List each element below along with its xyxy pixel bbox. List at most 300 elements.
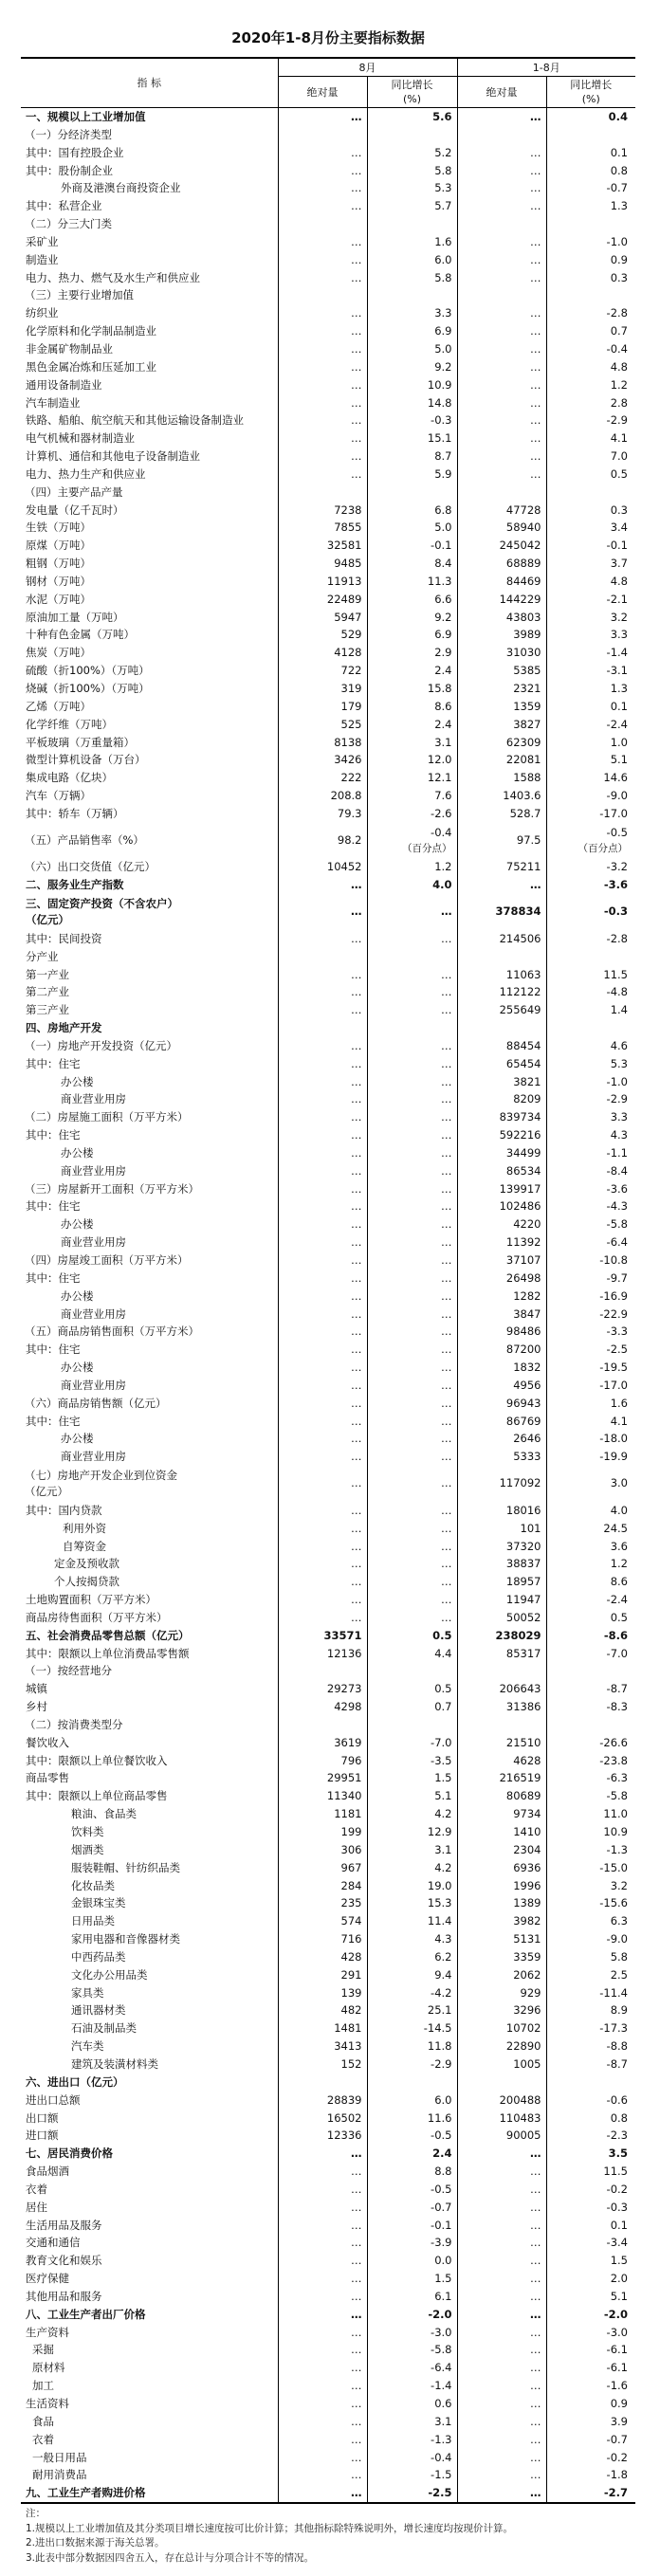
cell-month-growth xyxy=(367,304,457,322)
cell-ytd-absolute xyxy=(457,716,546,734)
cell-ytd-growth xyxy=(546,2127,635,2145)
cell-value: 5.1 xyxy=(610,2289,628,2303)
table-row xyxy=(21,1108,635,1126)
cell-ytd-growth xyxy=(546,555,635,573)
row-label xyxy=(21,2037,278,2055)
cell-value: 8209 xyxy=(513,1092,541,1106)
table-row xyxy=(21,1716,635,1734)
cell-value: 222 xyxy=(340,771,362,785)
cell-value: … xyxy=(351,1092,362,1106)
cell-value: 3296 xyxy=(513,2003,541,2018)
cell-value: … xyxy=(441,1539,452,1553)
cell-value: 24.5 xyxy=(603,1521,628,1535)
cell-month-absolute xyxy=(278,1734,367,1752)
cell-value: -1.5 xyxy=(431,2468,452,2482)
cell-value: 11340 xyxy=(326,1789,362,1803)
row-label xyxy=(21,1555,278,1573)
cell-month-growth xyxy=(367,2001,457,2019)
cell-month-growth xyxy=(367,1859,457,1877)
page-title: 2020年1-8月份主要指标数据 xyxy=(231,29,425,46)
cell-month-growth xyxy=(367,126,457,144)
cell-value: 1.4 xyxy=(610,1003,628,1017)
row-label-text: 食品 xyxy=(32,2414,54,2428)
cell-value: … xyxy=(351,1325,362,1339)
cell-ytd-growth xyxy=(546,1752,635,1770)
cell-ytd-growth xyxy=(546,466,635,484)
cell-ytd-growth xyxy=(546,751,635,769)
cell-month-absolute xyxy=(278,1680,367,1698)
row-label xyxy=(21,2001,278,2019)
cell-month-absolute xyxy=(278,2288,367,2306)
cell-value: 84469 xyxy=(505,574,541,588)
cell-month-absolute xyxy=(278,1805,367,1823)
cell-month-absolute xyxy=(278,1270,367,1288)
cell-value: 4.6 xyxy=(610,1038,628,1052)
table-row xyxy=(21,823,635,859)
cell-month-growth xyxy=(367,1448,457,1466)
cell-ytd-absolute xyxy=(457,448,546,466)
cell-value: 9.4 xyxy=(434,1967,452,1982)
table-row xyxy=(21,2055,635,2074)
cell-value: 5.1 xyxy=(610,753,628,767)
cell-month-absolute xyxy=(278,1716,367,1734)
cell-value: -0.5 xyxy=(431,2128,452,2143)
cell-ytd-growth xyxy=(546,680,635,698)
cell-ytd-absolute xyxy=(457,537,546,555)
cell-ytd-growth xyxy=(546,2001,635,2019)
cell-value: 28839 xyxy=(326,2092,362,2107)
cell-value: … xyxy=(441,1521,452,1535)
row-label xyxy=(21,1144,278,1162)
row-label xyxy=(21,716,278,734)
cell-month-growth xyxy=(367,1823,457,1841)
cell-value: … xyxy=(530,2165,541,2179)
cell-value: 144229 xyxy=(499,592,541,606)
cell-value: 37107 xyxy=(505,1253,541,1267)
cell-value: 1996 xyxy=(513,1878,541,1892)
cell-value: … xyxy=(530,878,541,892)
table-row xyxy=(21,2431,635,2449)
cell-value: -2.5 xyxy=(606,1343,628,1357)
cell-value: -1.3 xyxy=(606,1842,628,1856)
table-row xyxy=(21,2163,635,2181)
cell-ytd-growth xyxy=(546,1323,635,1341)
cell-value: 102486 xyxy=(499,1199,541,1214)
cell-value: 4.8 xyxy=(610,574,628,588)
row-label-text: 其中：住宅 xyxy=(26,1414,81,1428)
cell-ytd-growth xyxy=(546,573,635,591)
row-label xyxy=(21,626,278,644)
cell-value: … xyxy=(530,2361,541,2375)
cell-month-absolute xyxy=(278,680,367,698)
table-row xyxy=(21,626,635,644)
cell-value: … xyxy=(441,1056,452,1070)
cell-ytd-growth xyxy=(546,894,635,930)
cell-month-absolute xyxy=(278,2413,367,2431)
cell-value: 101 xyxy=(520,1521,541,1535)
cell-month-absolute xyxy=(278,1894,367,1912)
table-row xyxy=(21,108,635,126)
cell-value: -0.3 xyxy=(431,413,452,428)
cell-month-absolute xyxy=(278,1037,367,1055)
table-row xyxy=(21,1180,635,1198)
cell-value: -8.4 xyxy=(606,1163,628,1178)
row-label-text: （四）主要产品产量 xyxy=(25,484,123,499)
cell-ytd-growth xyxy=(546,734,635,752)
cell-value: 4298 xyxy=(334,1700,362,1714)
cell-ytd-absolute xyxy=(457,1270,546,1288)
cell-value: -2.3 xyxy=(606,2128,628,2143)
cell-ytd-absolute xyxy=(457,2199,546,2217)
cell-value: 14.6 xyxy=(603,771,628,785)
cell-ytd-growth xyxy=(546,1627,635,1645)
table-row xyxy=(21,1001,635,1019)
cell-value: … xyxy=(351,234,362,248)
cell-ytd-absolute xyxy=(457,894,546,930)
row-label xyxy=(21,484,278,502)
cell-value: 0.3 xyxy=(610,270,628,284)
cell-value: 29951 xyxy=(326,1771,362,1785)
table-row xyxy=(21,1055,635,1073)
cell-ytd-growth xyxy=(546,2199,635,2217)
cell-value: 1389 xyxy=(513,1896,541,1910)
cell-month-absolute xyxy=(278,2377,367,2395)
table-row xyxy=(21,1662,635,1680)
cell-value: … xyxy=(530,181,541,195)
cell-ytd-absolute xyxy=(457,340,546,358)
row-label xyxy=(21,1270,278,1288)
table-row xyxy=(21,2377,635,2395)
row-label xyxy=(21,2074,278,2092)
row-label-text: 其中：国内贷款 xyxy=(26,1503,102,1517)
row-label-text: 采掘 xyxy=(32,2343,54,2357)
cell-value: … xyxy=(530,2379,541,2393)
cell-value: 88454 xyxy=(505,1038,541,1052)
row-label-text: 焦炭（万吨） xyxy=(26,646,91,660)
cell-month-absolute xyxy=(278,2466,367,2484)
cell-month-growth xyxy=(367,1019,457,1037)
cell-value: 2062 xyxy=(513,1967,541,1982)
table-body xyxy=(21,108,635,2504)
row-label-text: 其中：轿车（万辆） xyxy=(26,806,124,820)
cell-value: 592216 xyxy=(499,1128,541,1142)
cell-value: … xyxy=(530,234,541,248)
table-row xyxy=(21,286,635,304)
cell-value: … xyxy=(351,878,362,892)
cell-ytd-absolute xyxy=(457,1966,546,1984)
cell-value: … xyxy=(351,1361,362,1375)
cell-month-growth xyxy=(367,680,457,698)
cell-value: -15.0 xyxy=(599,1860,628,1874)
cell-value: … xyxy=(351,1610,362,1624)
cell-value: 0.6 xyxy=(434,2397,452,2410)
cell-value: 0.0 xyxy=(434,2254,452,2268)
row-label xyxy=(21,1341,278,1359)
cell-ytd-growth xyxy=(546,1930,635,1948)
cell-value: -2.4 xyxy=(606,1593,628,1607)
table-row xyxy=(21,876,635,894)
cell-month-absolute xyxy=(278,1108,367,1126)
row-label-text: 个人按揭贷款 xyxy=(54,1575,119,1589)
table-row xyxy=(21,162,635,180)
cell-month-absolute xyxy=(278,1984,367,2002)
cell-ytd-absolute xyxy=(457,805,546,823)
cell-month-growth xyxy=(367,1752,457,1770)
table-row xyxy=(21,2252,635,2270)
cell-value: … xyxy=(351,2200,362,2214)
cell-ytd-absolute xyxy=(457,1823,546,1841)
cell-month-growth xyxy=(367,1090,457,1108)
cell-ytd-growth xyxy=(546,858,635,876)
cell-value: 22890 xyxy=(505,2039,541,2054)
cell-value: 112122 xyxy=(499,985,541,999)
growth-unit: (%) xyxy=(581,93,600,105)
cell-ytd-absolute xyxy=(457,1144,546,1162)
row-label xyxy=(21,983,278,1001)
cell-month-growth xyxy=(367,215,457,233)
cell-ytd-growth xyxy=(546,1466,635,1502)
cell-value: 110483 xyxy=(499,2110,541,2125)
row-label-text: 居住 xyxy=(26,2200,47,2214)
cell-value: 6.6 xyxy=(434,592,452,606)
row-label xyxy=(21,1538,278,1556)
cell-ytd-growth xyxy=(546,1126,635,1144)
cell-value: 1005 xyxy=(513,2056,541,2071)
cell-value: 2.4 xyxy=(432,2147,452,2161)
cell-month-growth xyxy=(367,930,457,948)
row-label xyxy=(21,823,278,859)
cell-ytd-growth xyxy=(546,1698,635,1716)
cell-value: … xyxy=(351,1235,362,1250)
cell-value: 31386 xyxy=(505,1700,541,1714)
row-label xyxy=(21,1591,278,1609)
cell-month-growth xyxy=(367,2431,457,2449)
cell-value: 5.7 xyxy=(434,199,452,213)
cell-month-growth xyxy=(367,1841,457,1859)
cell-value: 4628 xyxy=(513,1753,541,1767)
cell-ytd-absolute xyxy=(457,1502,546,1520)
cell-value: -9.7 xyxy=(606,1270,628,1285)
cell-ytd-absolute xyxy=(457,251,546,269)
cell-ytd-growth xyxy=(546,1894,635,1912)
cell-value: … xyxy=(351,2254,362,2268)
cell-month-absolute xyxy=(278,1698,367,1716)
cell-value: … xyxy=(351,2486,362,2500)
cell-month-growth xyxy=(367,734,457,752)
cell-month-absolute xyxy=(278,2110,367,2128)
cell-value: 1.5 xyxy=(610,2254,628,2268)
cell-value: … xyxy=(351,199,362,213)
cell-value: 32581 xyxy=(326,539,362,553)
cell-month-growth xyxy=(367,1377,457,1395)
row-label-text: 六、进出口（亿元） xyxy=(26,2074,124,2089)
cell-value: 11.8 xyxy=(427,2039,452,2054)
cell-month-growth xyxy=(367,1680,457,1698)
cell-value: … xyxy=(351,1396,362,1410)
cell-value: 235 xyxy=(340,1896,362,1910)
table-row xyxy=(21,680,635,698)
cell-value: … xyxy=(351,2414,362,2428)
cell-ytd-absolute xyxy=(457,1341,546,1359)
cell-month-absolute xyxy=(278,1306,367,1324)
cell-value: 11.5 xyxy=(603,2165,628,2179)
cell-month-absolute xyxy=(278,555,367,573)
cell-month-growth xyxy=(367,322,457,340)
row-label-text: 七、居民消费价格 xyxy=(26,2147,113,2161)
cell-value: -3.9 xyxy=(431,2236,452,2250)
cell-ytd-absolute xyxy=(457,1591,546,1609)
cell-ytd-absolute xyxy=(457,858,546,876)
cell-ytd-growth xyxy=(546,411,635,429)
table-row xyxy=(21,1877,635,1895)
cell-month-growth xyxy=(367,1966,457,1984)
row-label-text: 衣着 xyxy=(26,2182,47,2196)
cell-value: … xyxy=(441,931,452,945)
cell-value: … xyxy=(530,163,541,177)
row-label-text: 其中：国有控股企业 xyxy=(26,145,124,159)
table-row xyxy=(21,2466,635,2484)
cell-value: 3.3 xyxy=(610,1110,628,1124)
cell-month-absolute xyxy=(278,1144,367,1162)
cell-value: … xyxy=(441,1038,452,1052)
cell-value: -6.1 xyxy=(606,2343,628,2357)
cell-ytd-absolute xyxy=(457,2484,546,2503)
cell-month-absolute xyxy=(278,144,367,162)
cell-month-growth xyxy=(367,2127,457,2145)
cell-month-growth xyxy=(367,1306,457,1324)
cell-ytd-growth xyxy=(546,1609,635,1627)
cell-month-growth xyxy=(367,2324,457,2342)
cell-value: 206643 xyxy=(499,1682,541,1696)
cell-value: 152 xyxy=(340,2056,362,2071)
cell-ytd-growth xyxy=(546,1306,635,1324)
cell-month-absolute xyxy=(278,2127,367,2145)
cell-value: … xyxy=(351,1199,362,1214)
cell-month-growth xyxy=(367,1716,457,1734)
cell-month-growth xyxy=(367,1912,457,1930)
row-label-text: 五、社会消费品零售总额（亿元） xyxy=(26,1628,190,1642)
cell-month-growth xyxy=(367,2199,457,2217)
cell-value: 0.3 xyxy=(610,502,628,517)
table-row xyxy=(21,322,635,340)
cell-value: -1.4 xyxy=(606,646,628,660)
row-label-text: 商业营业用房 xyxy=(61,1163,126,1178)
cell-value: -3.0 xyxy=(431,2325,452,2339)
cell-ytd-absolute xyxy=(457,1948,546,1966)
cell-value: … xyxy=(351,1343,362,1357)
cell-value: 21510 xyxy=(505,1735,541,1749)
table-row xyxy=(21,1930,635,1948)
cell-ytd-absolute xyxy=(457,591,546,609)
cell-ytd-absolute xyxy=(457,2145,546,2163)
cell-value: … xyxy=(351,413,362,428)
cell-ytd-growth xyxy=(546,2377,635,2395)
cell-ytd-growth xyxy=(546,2234,635,2252)
row-label xyxy=(21,2019,278,2037)
cell-value: 3.3 xyxy=(610,628,628,642)
cell-ytd-absolute xyxy=(457,1859,546,1877)
cell-month-growth xyxy=(367,1662,457,1680)
cell-value: 16502 xyxy=(326,2110,362,2125)
cell-ytd-growth xyxy=(546,502,635,520)
cell-month-absolute xyxy=(278,1073,367,1091)
cell-month-growth xyxy=(367,805,457,823)
cell-value: 6.0 xyxy=(434,2092,452,2107)
cell-month-growth xyxy=(367,2484,457,2503)
cell-value: 8.7 xyxy=(434,449,452,464)
cell-value: -2.4 xyxy=(606,717,628,731)
cell-value: -0.1 xyxy=(431,2218,452,2232)
cell-value: … xyxy=(351,985,362,999)
cell-month-absolute xyxy=(278,1859,367,1877)
row-label-text: 商业营业用房 xyxy=(61,1092,126,1106)
notes xyxy=(26,2507,513,2566)
cell-ytd-absolute xyxy=(457,1323,546,1341)
cell-ytd-growth xyxy=(546,1877,635,1895)
cell-value: … xyxy=(351,431,362,446)
row-label xyxy=(21,680,278,698)
cell-ytd-growth xyxy=(546,162,635,180)
cell-month-absolute xyxy=(278,1377,367,1395)
cell-ytd-growth xyxy=(546,2431,635,2449)
cell-value: 4.0 xyxy=(610,1503,628,1517)
cell-ytd-growth xyxy=(546,1645,635,1663)
cell-month-growth xyxy=(367,1538,457,1556)
cell-value: 1410 xyxy=(513,1825,541,1838)
row-label xyxy=(21,858,278,876)
cell-value: 929 xyxy=(520,1985,541,2000)
cell-value: 14.8 xyxy=(427,395,452,410)
row-label-text: 服装鞋帽、针纺织品类 xyxy=(71,1860,180,1874)
row-label-text: 通讯器材类 xyxy=(71,2003,126,2018)
cell-value: … xyxy=(351,1163,362,1178)
row-label-text: （五）商品房销售面积（万平方米） xyxy=(25,1325,199,1339)
row-label xyxy=(21,1734,278,1752)
cell-month-growth xyxy=(367,144,457,162)
table-row xyxy=(21,2217,635,2235)
cell-value: 5947 xyxy=(334,610,362,624)
cell-month-absolute xyxy=(278,1520,367,1538)
row-label xyxy=(21,251,278,269)
table-row xyxy=(21,2324,635,2342)
row-label-text: 其中：限额以上单位消费品零售额 xyxy=(26,1646,190,1660)
cell-value: 7855 xyxy=(334,521,362,535)
cell-value: 716 xyxy=(340,1932,362,1946)
cell-ytd-absolute xyxy=(457,555,546,573)
cell-month-growth xyxy=(367,787,457,805)
table-row xyxy=(21,769,635,787)
table-row xyxy=(21,429,635,448)
cell-value: 0.7 xyxy=(434,1700,452,1714)
cell-ytd-absolute xyxy=(457,2019,546,2037)
cell-ytd-growth xyxy=(546,429,635,448)
cell-month-absolute xyxy=(278,805,367,823)
cell-ytd-absolute xyxy=(457,1126,546,1144)
row-label-text: 出口额 xyxy=(26,2110,59,2125)
row-label-text: （一）分经济类型 xyxy=(25,127,112,141)
cell-month-growth xyxy=(367,1215,457,1233)
cell-month-absolute xyxy=(278,644,367,662)
cell-month-growth xyxy=(367,626,457,644)
cell-value: -4.2 xyxy=(431,1985,452,2000)
cell-ytd-absolute xyxy=(457,197,546,215)
cell-ytd-absolute xyxy=(457,269,546,287)
row-label-text: （二）房屋施工面积（万平方米） xyxy=(25,1110,189,1124)
row-label-text: 办公楼 xyxy=(61,1145,94,1160)
table-row xyxy=(21,1197,635,1215)
cell-month-absolute xyxy=(278,1215,367,1233)
table-row xyxy=(21,787,635,805)
